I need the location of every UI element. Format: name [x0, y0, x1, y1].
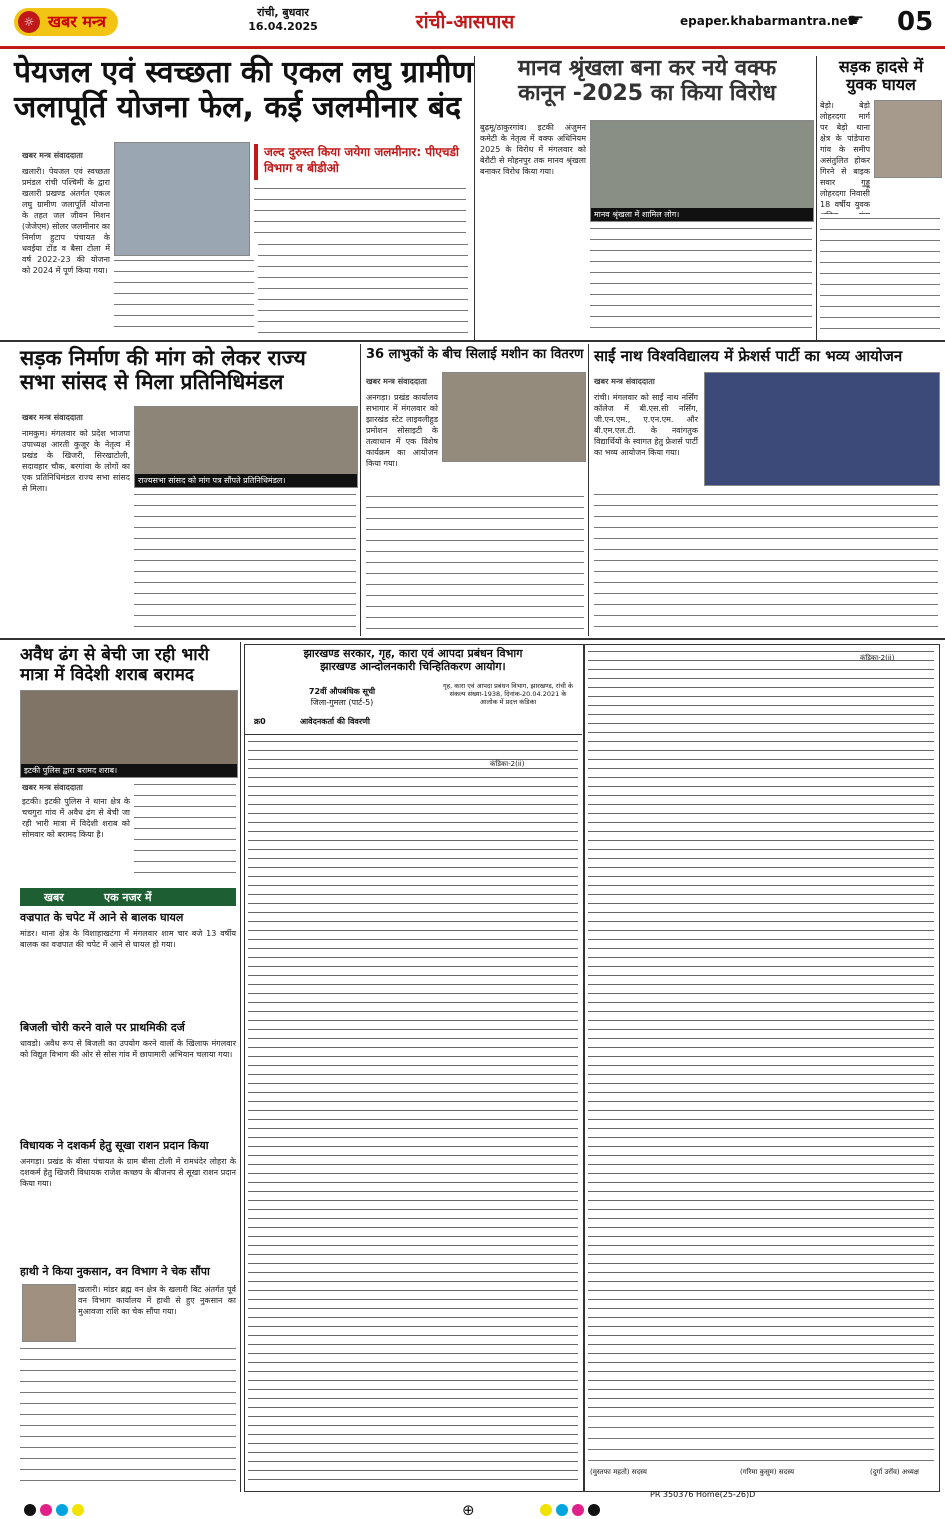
column-divider [474, 56, 475, 340]
story2-headline-line2: कानून -2025 का किया विरोध [518, 81, 776, 107]
story7-photo [20, 690, 238, 778]
story3-text [820, 214, 940, 334]
brief4-photo [22, 1284, 76, 1342]
brand-logo-icon: ☼ [18, 11, 40, 33]
story-3 [820, 58, 942, 95]
story2-photo [590, 120, 814, 222]
brief2-text: धावडो। अवैध रूप से बिजली का उपयोग करने वालों के खिलाफ मंगलवार को विद्युत विभाग की ओर से सोस गांव में छापामारी अभियान चलाया गया। [20, 1039, 236, 1059]
notice-rows-right [588, 648, 934, 1408]
reg-dot-magenta [40, 1504, 52, 1516]
notice-sign-right: (दुर्गा उरॉव) अध्यक्ष [870, 1468, 919, 1476]
brief4-more-text [20, 1344, 236, 1490]
story-2 [482, 56, 812, 107]
brief4-title: हाथी ने किया नुकसान, वन विभाग ने चेक सौंपा [20, 1265, 210, 1278]
notice-signatures [590, 1468, 936, 1488]
notice-list-sub: जिला-गुमला (पार्ट-5) [310, 698, 374, 707]
story2-caption: मानव श्रृंखला में शामिल लोग। [591, 208, 813, 221]
story1-lead: खलारी। पेयजल एवं स्वच्छता प्रमंडल रांची पश्चिमी के द्वारा खलारी प्रखण्ड अंतर्गत एकल लघु ग्रामीण जलापूर्ति योजना के तहत जल जीवन मिशन (जेजेएम) सोलर जलमीनार का निर्माण हुटाप पंचायत के धवईया टोंड व बैसा टोला में वर्ष 2022-23 की योजना को 2024 में पूर्ण किया गया। [22, 167, 110, 275]
story7-headline-line2: मात्रा में विदेशी शराब बरामद [20, 664, 194, 685]
story3-headline-line2: युवक घायल [846, 75, 916, 95]
story2-lead: बुढ़मू/ठाकुरगांव। इटकी अंजुमन कमेटी के नेतृत्व में वक्फ अधिनियम 2025 के विरोध में मंगलवार को बेरौटी से मोहनपुर तक मानव श्रृंखला बनाकर विरोध किया गया। [480, 123, 586, 176]
story1-subhead [254, 144, 474, 180]
story-4 [20, 346, 360, 394]
notice-org-line2: झारखण्ड आन्दोलनकारी चिन्हितिकरण आयोग। [320, 659, 506, 673]
story1-subhead-text: जल्द दुरुस्त किया जयेगा जलमीनार: पीएचडी विभाग व बीडीओ [264, 145, 460, 175]
story3-photo [874, 100, 942, 178]
notice-list [252, 686, 432, 708]
page-number: 05 [897, 7, 934, 37]
reg-dot-black [24, 1504, 36, 1516]
story7-byline: खबर मन्त्र संवाददाता [22, 783, 83, 792]
story5-text [366, 492, 584, 634]
story4-byline: खबर मन्त्र संवाददाता [22, 413, 83, 422]
notice-sign-left: (मुस्तफा महतो) सदस्य [590, 1468, 647, 1476]
row-divider-2 [0, 638, 945, 640]
story1-col2-text-block [114, 256, 254, 336]
reg-dot-magenta-2 [572, 1504, 584, 1516]
notice-category-right: कंडिका-2(ii) [860, 654, 895, 662]
notice-sign-mid: (गरिमा कुसुम) सदस्य [740, 1468, 795, 1476]
story1-byline: खबर मन्त्र संवाददाता [22, 151, 83, 160]
story7-headline-line1: अवैध ढंग से बेची जा रही भारी [20, 645, 210, 665]
cursor-icon: ☛ [848, 10, 865, 31]
notice-col-sr: क्र0 [254, 717, 266, 726]
briefs-tag: खबर [44, 891, 64, 904]
city-day: रांची, बुधवार [257, 6, 309, 19]
story5-lead: अनगड़ा। प्रखंड कार्यालय सभागार में मंगलवार को झारखंड स्टेट लाइवलीहुड प्रमोशन सोसाइटी के तत्वाधान में एक विशेष कार्यक्रम का आयोजन किया गया। [366, 393, 438, 468]
notice-list-title: 72वीं औपबंधिक सूची [308, 687, 376, 696]
notice-footnote [588, 1412, 934, 1462]
story7-text [134, 780, 236, 880]
section-title: रांची-आसपास [415, 11, 515, 33]
story5-byline: खबर मन्त्र संवाददाता [366, 377, 427, 386]
story4-headline-line1: सड़क निर्माण की मांग को लेकर राज्य [20, 346, 306, 370]
story4-text [134, 490, 356, 634]
reg-dot-cyan-2 [556, 1504, 568, 1516]
crosshair-icon: ⊕ [462, 1501, 475, 1519]
reg-dot-yellow [72, 1504, 84, 1516]
brief1-text: मांडर। थाना क्षेत्र के विशाहाखटंगा में मंगलवार शाम चार बजे 13 वर्षीय बालक का वज्रपात की चपेट में आने से घायल हो गया। [20, 929, 236, 949]
briefs-label: एक नजर में [104, 891, 152, 904]
brief4-text: खलारी। मांडर ब्रह्म वन क्षेत्र के खलारी बिट अंतर्गत पूर्व वन विभाग कार्यालय में हाथी से हुए नुकसान का मुआवजा राशि का चेक सौंपा गया। [78, 1285, 236, 1316]
notice-rows-left [248, 738, 578, 1484]
story7-lead: इटकी। इटकी पुलिस ने थाना क्षेत्र के चचगुरा गांव में अवैध ढंग से बेची जा रही भारी मात्रा में विदेशी शराब को सोमवार को बरामद किया है। [22, 797, 130, 839]
brief1-title: वज्रपात के चपेट में आने से बालक घायल [20, 911, 184, 924]
story1-sidebar-text [254, 184, 466, 234]
story6-headline: साईं नाथ विश्वविद्यालय में फ्रेशर्स पार्टी का भव्य आयोजन [594, 347, 903, 365]
story6-photo [704, 372, 940, 486]
story4-photo [134, 406, 358, 488]
story4-lead: नामकुम। मंगलवार को प्रदेश भाजपा उपाध्यक्ष आरती कुजूर के नेतृत्व में प्रखंड के खिजरी, सिरखाटोली, सदावहार चौक, बरगांवा के लोगों का एक प्रतिनिधिमंडल राज्य सभा सांसद से मिला। [22, 429, 130, 493]
column-divider-3 [360, 344, 361, 636]
story4-headline-line2: सभा सांसद से मिला प्रतिनिधिमंडल [20, 370, 284, 395]
story-7 [20, 646, 236, 685]
story6-lead: रांची। मंगलवार को साईं नाथ नर्सिंग कॉलेज में बी.एस.सी नर्सिंग, जी.एन.एम., ए.एन.एम. और बी.एम.एल.टी. के नवांगतुक विद्यार्थियों के स्वागत हेतु फ्रेशर्स पार्टी का भव्य आयोजन किया गया। [594, 393, 698, 457]
briefs-bar [20, 888, 236, 906]
notice-header-rule [244, 734, 582, 735]
dateline [218, 6, 348, 34]
issue-date: 16.04.2025 [248, 20, 318, 33]
notice-resolution-header: गृह, कारा एवं आपदा प्रबंधन विभाग, झारखण्ड, रांची के संकल्प संख्या-1938, दिनांक-20.04.2021 के आलोक में प्रदत्त कंडिका [442, 682, 574, 706]
row-divider [0, 340, 945, 342]
notice-pr-number: PR 350376 Home(25-26)D [650, 1490, 756, 1499]
story6-text [594, 490, 938, 634]
notice-org-line1: झारखण्ड सरकार, गृह, कारा एवं आपदा प्रबंधन विभाग [303, 647, 523, 660]
reg-dot-black-2 [588, 1504, 600, 1516]
column-divider-4 [588, 344, 589, 636]
brand-label: खबर मन्त्र [14, 8, 118, 36]
story3-headline-line1: सड़क हादसे में [838, 57, 924, 76]
story1-photo-tower [114, 142, 250, 256]
column-divider-5 [240, 642, 241, 1492]
brief2-title: बिजली चोरी करने वाले पर प्राथमिकी दर्ज [20, 1021, 185, 1034]
story7-caption: इटकी पुलिस द्वारा बरामद शराब। [21, 764, 237, 777]
story1-headline-line2: जलापूर्ति योजना फेल, कई जलमीनार बंद [14, 89, 462, 125]
brief3-title: विधायक ने दशकर्म हेतु सूखा राशन प्रदान किया [20, 1139, 209, 1152]
notice-col-details: आवेदनकर्ता की विवरणी [300, 717, 370, 726]
reg-dot-cyan [56, 1504, 68, 1516]
brief3-text: अनगड़ा। प्रखंड के बीसा पंचायत के ग्राम बीसा टोली में रामधंदेर लोहरा के दशकर्म हेतु खिजरी विधायक राजेश कच्छप के बीजनप से सूखा राशन प्रदान किया गया। [20, 1157, 236, 1188]
story6-byline: खबर मन्त्र संवाददाता [594, 377, 655, 386]
website-link[interactable]: epaper.khabarmantra.net [680, 14, 854, 28]
notice-category: कंडिका-2(ii) [490, 760, 525, 768]
story1-col3-text [258, 240, 468, 336]
story2-headline-line1: मानव श्रृंखला बना कर नये वक्फ [517, 56, 777, 81]
story3-lead: बेड़ो। बेड़ो लोहरदगा मार्ग पर बेड़ो थाना क्षेत्र के पांडेपारा गांव के समीप असंतुलित होकर गिरने से बाइक सवार गुड्डू लोहरदगा निवासी 18 वर्षीय युवक [820, 101, 870, 209]
story5-photo [442, 372, 586, 462]
story2-text [590, 224, 812, 334]
story4-caption: राज्यसभा सांसद को मांग पत्र सौंपते प्रतिनिधिमंडल। [135, 474, 357, 487]
story1-headline-line1: पेयजल एवं स्वच्छता की एकल लघु ग्रामीण [14, 55, 474, 90]
notice-header [248, 648, 578, 673]
story5-headline: 36 लाभुकों के बीच सिलाई मशीन का वितरण [366, 347, 584, 362]
column-divider-2 [816, 56, 817, 340]
story-1 [14, 56, 474, 125]
reg-dot-yellow-2 [540, 1504, 552, 1516]
